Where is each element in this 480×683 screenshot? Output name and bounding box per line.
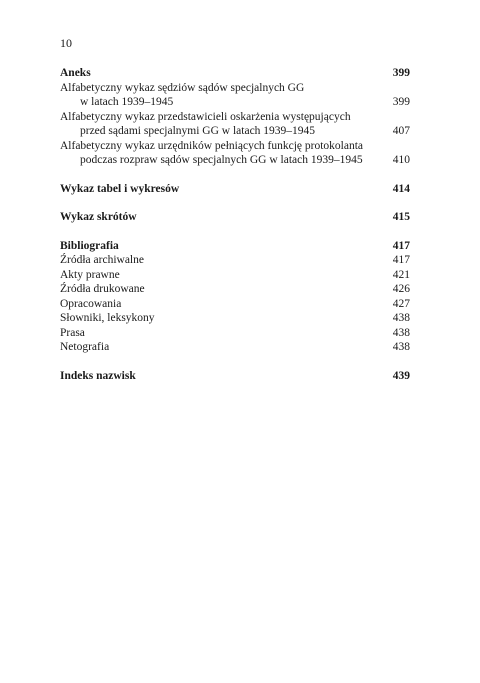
toc-item (60, 139, 410, 168)
toc-item-label: Akty prawne (60, 268, 120, 281)
toc-item-page: 410 (392, 154, 410, 166)
toc-item-label: Alfabetyczny wykaz urzędników pełniących funkcję protokolanta (60, 139, 364, 152)
toc-heading-label: Wykaz tabel i wykresów (60, 182, 180, 195)
toc-heading (60, 369, 410, 384)
toc-item-page: 427 (392, 297, 410, 310)
toc-item-label: Źródła archiwalne (60, 254, 144, 266)
toc-item-label: Alfabetyczny wykaz przedstawicieli oskarżenia występujących (60, 110, 351, 123)
toc-item (60, 268, 410, 283)
toc-item-label-continued: podczas rozpraw sądów specjalnych GG w latach 1939–1945 (80, 154, 363, 166)
toc-item-label: Źródła drukowane (60, 283, 145, 295)
toc-item-page: 438 (392, 312, 410, 324)
toc-heading-label: Aneks (60, 67, 91, 79)
toc-heading (60, 239, 410, 254)
toc-item-page: 399 (392, 96, 410, 108)
toc-item-page: 417 (392, 254, 410, 266)
toc-section-index (60, 369, 410, 384)
toc-heading-label: Bibliografia (60, 239, 119, 252)
toc-heading-label: Indeks nazwisk (60, 369, 136, 382)
toc-item (60, 340, 410, 355)
toc-section-abbreviations (60, 210, 410, 225)
toc-item-label: Słowniki, leksykony (60, 312, 155, 324)
toc-item (60, 282, 410, 297)
toc-item-label: Alfabetyczny wykaz sędziów sądów specjalnych GG (60, 81, 305, 94)
toc-heading-page: 439 (392, 369, 410, 382)
toc-heading-page: 399 (392, 67, 410, 79)
toc-heading-page: 415 (392, 211, 410, 223)
toc-item-label: Netografia (60, 341, 110, 353)
toc-item-page: 421 (392, 268, 410, 281)
toc-item-page: 426 (392, 283, 410, 295)
toc-item-page: 407 (392, 125, 410, 137)
toc-heading-label: Wykaz skrótów (60, 211, 137, 223)
toc-item-label-continued: przed sądami specjalnymi GG w latach 1939–1945 (80, 125, 316, 137)
toc-item (60, 311, 410, 326)
toc-item-page: 438 (392, 341, 410, 353)
table-of-contents (60, 66, 410, 397)
toc-item (60, 81, 410, 110)
page-number: 10 (60, 36, 72, 50)
toc-item-label-continued: w latach 1939–1945 (80, 96, 174, 108)
toc-item (60, 253, 410, 268)
toc-heading (60, 66, 410, 81)
toc-heading-page: 414 (392, 182, 410, 195)
toc-section-aneks (60, 66, 410, 168)
toc-item (60, 297, 410, 312)
toc-item (60, 110, 410, 139)
toc-item-page: 438 (392, 326, 410, 339)
toc-item (60, 326, 410, 341)
toc-item-label: Prasa (60, 326, 85, 339)
toc-item-label: Opracowania (60, 297, 122, 310)
toc-heading (60, 210, 410, 225)
toc-section-tables (60, 182, 410, 197)
toc-heading (60, 182, 410, 197)
toc-section-bibliography (60, 239, 410, 355)
toc-heading-page: 417 (392, 239, 410, 252)
